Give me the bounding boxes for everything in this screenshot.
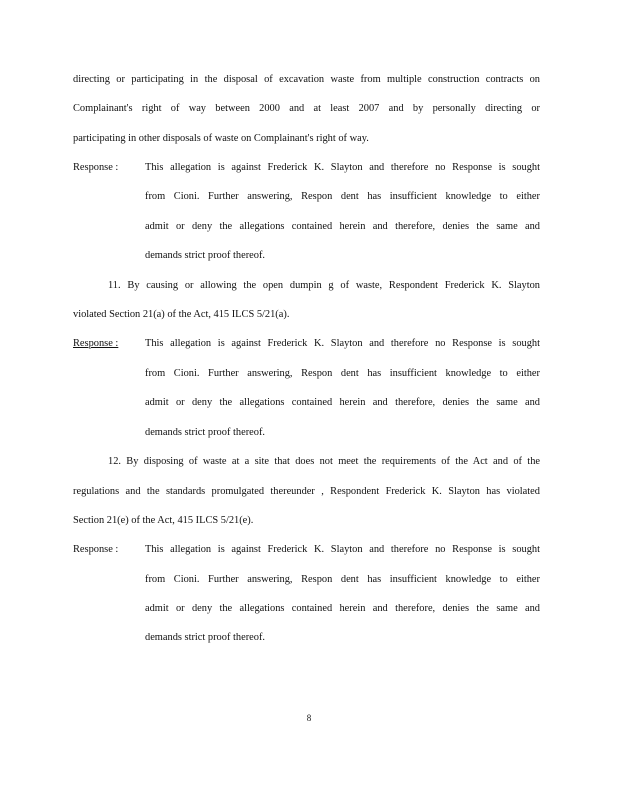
response-label-text: Response : xyxy=(73,338,119,349)
response-label: Response : xyxy=(73,162,119,173)
intro-line: participating in other disposals of waste on Complainant's right of way. xyxy=(73,133,369,144)
paragraph-11-line: 11. By causing or allowing the open dumpin g of waste, Respondent Frederick K. Slayton xyxy=(108,280,540,291)
page-number: 8 xyxy=(306,713,312,723)
response-line: from Cioni. Further answering, Respon dent has insufficient knowledge to either xyxy=(145,574,540,585)
response-line: admit or deny the allegations contained herein and therefore, denies the same and xyxy=(145,221,540,232)
paragraph-12-line: Section 21(e) of the Act, 415 ILCS 5/21(e). xyxy=(73,515,254,526)
response-line: demands strict proof thereof. xyxy=(145,250,266,261)
response-line: This allegation is against Frederick K. Slayton and therefore no Response is sought xyxy=(145,338,540,349)
paragraph-12-line: 12. By disposing of waste at a site that does not meet the requirements of the Act and of the xyxy=(108,456,540,467)
response-line: from Cioni. Further answering, Respon dent has insufficient knowledge to either xyxy=(145,191,540,202)
intro-line: directing or participating in the disposal of excavation waste from multiple construction contracts on xyxy=(73,74,540,85)
response-label xyxy=(73,337,118,351)
response-label: Response : xyxy=(73,544,119,555)
paragraph-11-line: violated Section 21(a) of the Act, 415 ILCS 5/21(a). xyxy=(73,309,290,320)
response-line: demands strict proof thereof. xyxy=(145,427,266,438)
response-line: demands strict proof thereof. xyxy=(145,632,266,643)
intro-line: Complainant's right of way between 2000 and at least 2007 and by personally directing or xyxy=(73,103,540,114)
response-line: admit or deny the allegations contained herein and therefore, denies the same and xyxy=(145,603,540,614)
response-line: This allegation is against Frederick K. Slayton and therefore no Response is sought xyxy=(145,162,540,173)
response-line: This allegation is against Frederick K. Slayton and therefore no Response is sought xyxy=(145,544,540,555)
response-line: from Cioni. Further answering, Respon dent has insufficient knowledge to either xyxy=(145,368,540,379)
paragraph-12-line: regulations and the standards promulgated thereunder , Respondent Frederick K. Slayton has violated xyxy=(73,486,540,497)
response-line: admit or deny the allegations contained herein and therefore, denies the same and xyxy=(145,397,540,408)
